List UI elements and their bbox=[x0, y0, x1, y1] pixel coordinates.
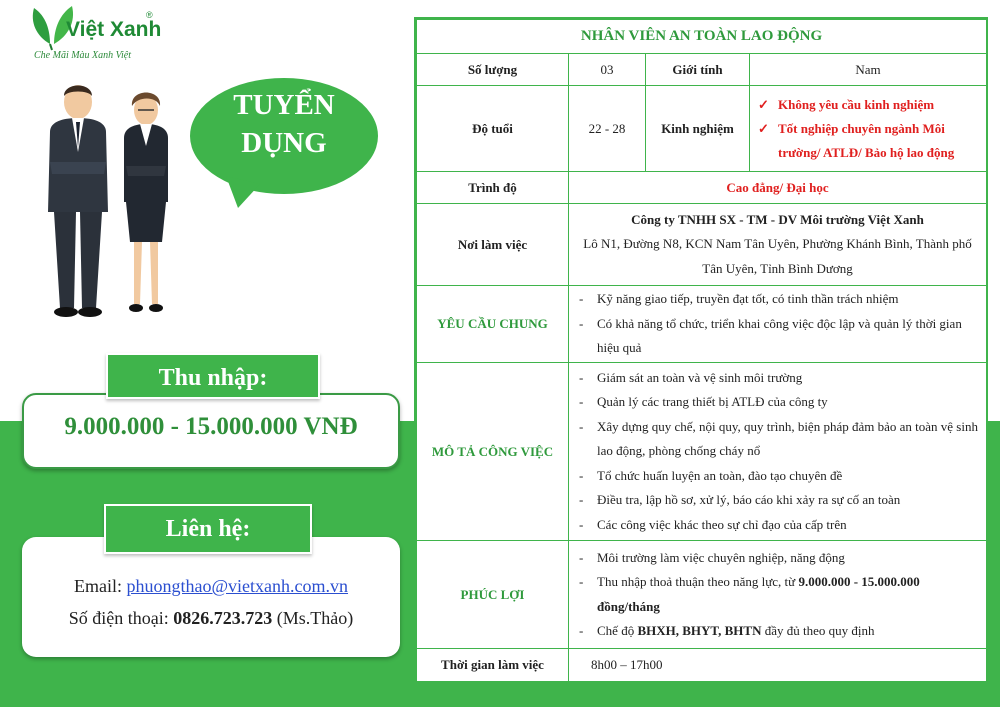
hours-value bbox=[569, 649, 987, 682]
bubble-line-2: DỤNG bbox=[241, 127, 327, 159]
phone-suffix: (Ms.Thảo) bbox=[272, 608, 354, 628]
education-value: Cao đẳng/ Đại học bbox=[569, 172, 987, 204]
benefit-salary: 9.000.000 - 15.000.000 đồng/tháng bbox=[597, 574, 920, 614]
contact-email-line bbox=[22, 576, 400, 597]
description-text: Xây dựng quy chế, nội quy, quy trình, biện pháp đảm bảo an toàn vệ sinh lao động, phòng chống cháy nổ bbox=[597, 418, 978, 459]
workplace-cell bbox=[569, 204, 987, 286]
description-item: - Giám sát an toàn và vệ sinh môi trường bbox=[579, 369, 803, 385]
logo-slogan: Che Mãi Màu Xanh Việt bbox=[34, 50, 132, 61]
checkmark-icon: ✓ bbox=[758, 120, 769, 136]
woman-figure bbox=[124, 93, 168, 313]
description-text: Điều tra, lập hồ sơ, xử lý, báo cáo khi xảy ra sự cố an toàn bbox=[597, 492, 901, 508]
description-text: Tổ chức huấn luyện an toàn, đào tạo chuyên đề bbox=[597, 467, 843, 483]
experience-item bbox=[756, 117, 980, 165]
description-text: Giám sát an toàn và vệ sinh môi trường bbox=[597, 369, 803, 385]
experience-text: Không yêu cầu kinh nghiệm bbox=[778, 96, 935, 112]
quantity-label: Số lượng bbox=[417, 54, 569, 86]
company-logo bbox=[22, 4, 162, 66]
description-cell bbox=[569, 363, 987, 541]
description-text: Các công việc khác theo sự chỉ đạo của cấp trên bbox=[597, 516, 847, 532]
experience-item bbox=[756, 93, 980, 117]
requirement-text: Kỹ năng giao tiếp, truyền đạt tốt, có tinh thần trách nhiệm bbox=[597, 291, 899, 307]
description-item: - Tổ chức huấn luyện an toàn, đào tạo chuyên đề bbox=[579, 467, 843, 483]
benefit-item: - Chế độ BHXH, BHYT, BHTN đầy đủ theo quy định bbox=[579, 623, 875, 638]
experience-text: Tốt nghiệp chuyên ngành Môi trường/ ATLĐ/ Bảo hộ lao động bbox=[778, 120, 955, 160]
description-label: MÔ TẢ CÔNG VIỆC bbox=[417, 363, 569, 541]
job-title: NHÂN VIÊN AN TOÀN LAO ĐỘNG bbox=[417, 20, 987, 54]
benefit-item: - Thu nhập thoả thuận theo năng lực, từ 9.000.000 - 15.000.000 đồng/tháng bbox=[579, 574, 920, 614]
benefit-item: - Môi trường làm việc chuyên nghiệp, năng động bbox=[579, 549, 845, 565]
contact-label: Liên hệ: bbox=[104, 504, 312, 554]
experience-label: Kinh nghiệm bbox=[646, 86, 750, 172]
age-label: Độ tuổi bbox=[417, 86, 569, 172]
experience-cell bbox=[750, 86, 987, 172]
description-item: - Quản lý các trang thiết bị ATLĐ của công ty bbox=[579, 394, 828, 410]
benefit-text-suffix: đầy đủ theo quy định bbox=[761, 623, 875, 638]
benefit-text: Môi trường làm việc chuyên nghiệp, năng động bbox=[597, 549, 845, 565]
age-value: 22 - 28 bbox=[569, 86, 646, 172]
bubble-line-1: TUYỂN bbox=[233, 89, 335, 121]
benefits-cell bbox=[569, 541, 987, 649]
education-label: Trình độ bbox=[417, 172, 569, 204]
description-item: - Xây dựng quy chế, nội quy, quy trình, biện pháp đảm bảo an toàn vệ sinh lao động, phòng chống cháy nổ bbox=[579, 418, 978, 459]
quantity-value: 03 bbox=[569, 54, 646, 86]
benefits-label: PHÚC LỢI bbox=[417, 541, 569, 649]
phone-number: 0826.723.723 bbox=[173, 608, 273, 628]
contact-phone-line bbox=[22, 608, 400, 629]
workplace-address: Lô N1, Đường N8, KCN Nam Tân Uyên, Phường Khánh Bình, Thành phố Tân Uyên, Tỉnh Bình Dương bbox=[583, 236, 972, 276]
requirement-item: - Kỹ năng giao tiếp, truyền đạt tốt, có tinh thần trách nhiệm bbox=[579, 291, 899, 307]
email-label: Email: bbox=[73, 576, 127, 596]
email-link[interactable]: phuongthao@vietxanh.com.vn bbox=[126, 576, 349, 596]
benefit-insurance: BHXH, BHYT, BHTN bbox=[637, 623, 762, 638]
hours-text: 8h00 – 17h00 bbox=[591, 657, 663, 672]
gender-value: Nam bbox=[750, 54, 987, 86]
business-people-illustration bbox=[28, 82, 188, 322]
phone-label: Số điện thoại: bbox=[68, 608, 174, 628]
job-details-table bbox=[414, 17, 988, 684]
income-value: 9.000.000 - 15.000.000 VNĐ bbox=[64, 413, 358, 440]
description-item: - Các công việc khác theo sự chỉ đạo của cấp trên bbox=[579, 516, 847, 532]
gender-label: Giới tính bbox=[646, 54, 750, 86]
benefit-text: Thu nhập thoả thuận theo năng lực, từ bbox=[597, 574, 799, 589]
benefit-text: Chế độ bbox=[597, 623, 638, 638]
checkmark-icon: ✓ bbox=[758, 96, 769, 112]
workplace-label: Nơi làm việc bbox=[417, 204, 569, 286]
income-label: Thu nhập: bbox=[106, 353, 320, 399]
registered-mark: ® bbox=[146, 10, 153, 20]
requirements-cell bbox=[569, 286, 987, 363]
hours-label: Thời gian làm việc bbox=[417, 649, 569, 682]
description-item: - Điều tra, lập hồ sơ, xử lý, báo cáo khi xảy ra sự cố an toàn bbox=[579, 492, 901, 508]
description-text: Quản lý các trang thiết bị ATLĐ của công ty bbox=[597, 394, 828, 410]
requirements-label: YÊU CẦU CHUNG bbox=[417, 286, 569, 363]
logo-name: Việt Xanh bbox=[66, 18, 162, 41]
man-figure bbox=[48, 85, 108, 317]
requirement-text: Có khả năng tổ chức, triển khai công việc độc lập và quản lý thời gian hiệu quả bbox=[597, 315, 962, 356]
recruitment-heading bbox=[198, 86, 370, 162]
contact-box bbox=[22, 537, 400, 657]
requirement-item: - Có khả năng tổ chức, triển khai công việc độc lập và quản lý thời gian hiệu quả bbox=[579, 315, 962, 356]
workplace-company: Công ty TNHH SX - TM - DV Môi trường Việt Xanh bbox=[631, 211, 924, 227]
